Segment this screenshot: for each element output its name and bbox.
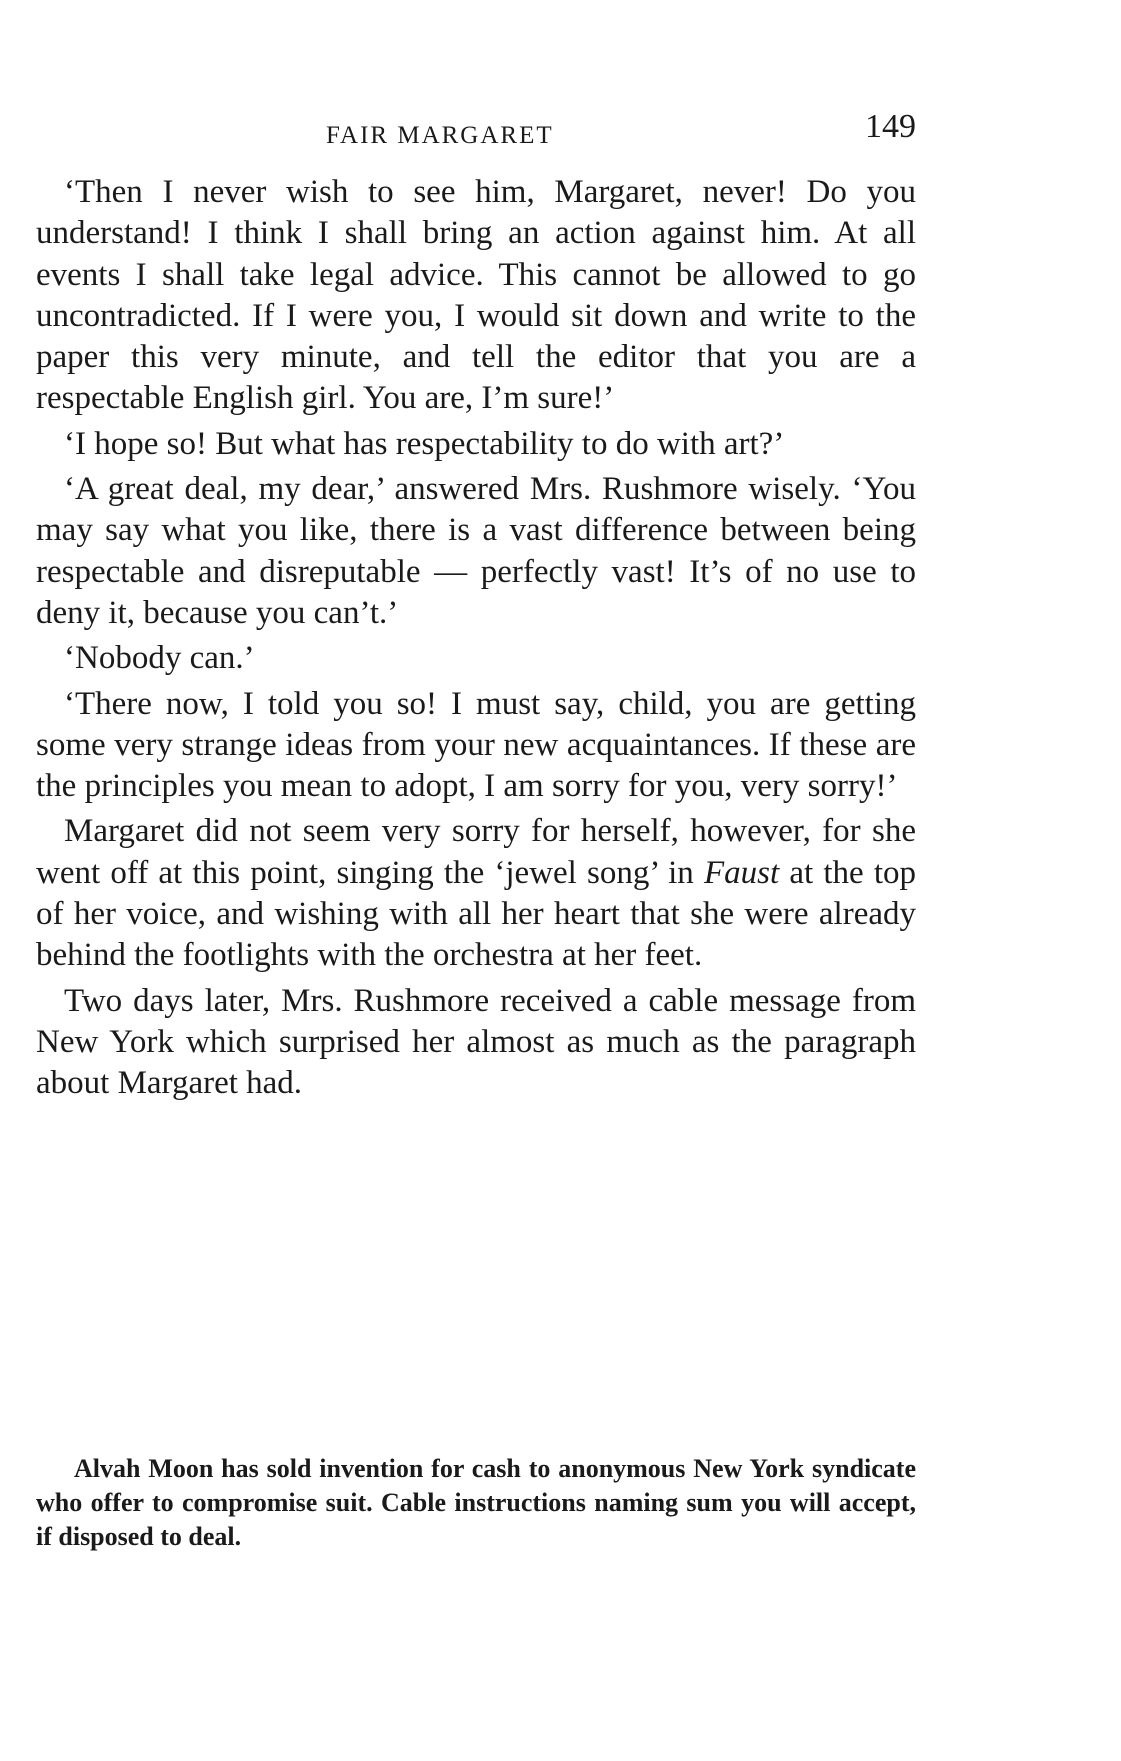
paragraph-margaret-before: Margaret did not seem very sorry for herself, however, for she went off at this point, singing the ‘jewel song’ in: [36, 813, 916, 891]
paragraph-dialogue-3: ‘A great deal, my dear,’ answered Mrs. Rushmore wisely. ‘You may say what you like, there is a vast difference between being respectable and disreputable — perfectly vast! It’s of no use to deny it, because you can’t.’: [36, 471, 916, 631]
paragraph-dialogue-2: ‘I hope so! But what has respectability to do with art?’: [64, 425, 785, 462]
running-title: FAIR MARGARET: [326, 122, 554, 149]
paragraph-margaret-after: at the top of her voice, and wishing with all her heart that she were already behind the footlights with the orchestra at her feet.: [36, 854, 916, 974]
cable-message-text: Alvah Moon has sold invention for cash to anonymous New York syndicate who offer to compromise suit. Cable instructions naming sum you will accept, if disposed to deal.: [36, 1454, 916, 1551]
paragraph-dialogue-1: ‘Then I never wish to see him, Margaret, never! Do you understand! I think I shall bring an action against him. At all events I shall take legal advice. This cannot be allowed to go uncontradicted. If I were you, I would sit down and write to the paper this very minute, and tell the editor that you are a respectable English girl. You are, I’m sure!’: [36, 174, 916, 417]
italic-title-faust: Faust: [703, 854, 780, 891]
paragraph-margaret: [36, 811, 916, 976]
paragraph-dialogue-4: ‘Nobody can.’: [64, 640, 255, 677]
paragraph-two-days-later: Two days later, Mrs. Rushmore received a cable message from New York which surprised her almost as much as the paragraph about Margaret had.: [36, 982, 916, 1102]
page-header: [36, 108, 916, 158]
cable-message-block: [36, 1452, 916, 1554]
paragraph-dialogue-5: ‘There now, I told you so! I must say, child, you are getting some very strange ideas from your new acquaintances. If these are the principles you mean to adopt, I am sorry for you, very sorry!’: [36, 685, 916, 805]
page-number: 149: [865, 108, 916, 145]
body-text: [36, 172, 916, 1109]
